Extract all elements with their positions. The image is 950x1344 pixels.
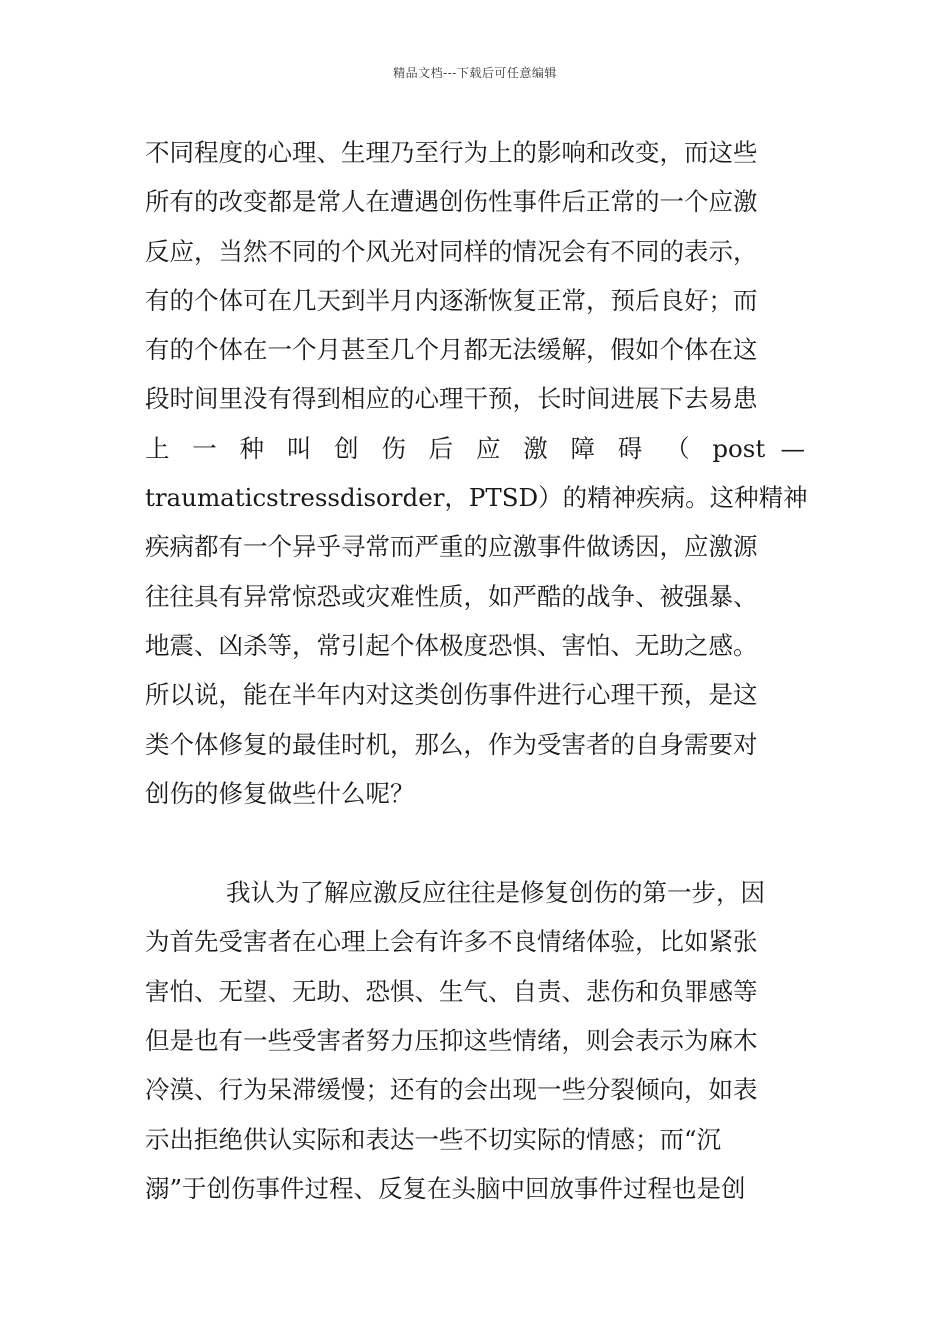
text-line: 示出拒绝供认实际和表达一些不切实际的情感；而“沉	[145, 1124, 722, 1154]
text-line: 类个体修复的最佳时机，那么，作为受害者的自身需要对	[145, 729, 758, 759]
text-line: 为首先受害者在心理上会有许多不良情绪体验，比如紧张	[145, 927, 758, 957]
text-line: 冷漠、行为呆滞缓慢；还有的会出现一些分裂倾向，如表	[145, 1075, 758, 1105]
document-body	[145, 128, 808, 1213]
paragraph-spacer	[145, 818, 805, 868]
paragraph-2	[145, 868, 805, 1213]
text-line: 反应，当然不同的个风光对同样的情况会有不同的表示，	[145, 236, 758, 266]
text-line: 往往具有异常惊恐或灾难性质，如严酷的战争、被强暴、	[145, 581, 758, 611]
text-line: traumaticstressdisorder，PTSD）的精神疾病。这种精神	[145, 483, 808, 513]
text-line: 上 一 种 叫 创 伤 后 应 激 障 碍 （ post —	[145, 433, 805, 463]
text-line: 所有的改变都是常人在遭遇创伤性事件后正常的一个应激	[145, 187, 758, 217]
text-line: 有的个体可在几天到半月内逐渐恢复正常，预后良好；而	[145, 285, 758, 315]
text-line: 不同程度的心理、生理乃至行为上的影响和改变，而这些	[145, 138, 758, 167]
text-line: 有的个体在一个月甚至几个月都无法缓解，假如个体在这	[145, 335, 758, 365]
text-line: 段时间里没有得到相应的心理干预，长时间进展下去易患	[145, 384, 758, 414]
text-line: 但是也有一些受害者努力压抑这些情绪，则会表示为麻木	[145, 1026, 758, 1056]
text-line: 溺”于创伤事件过程、反复在头脑中回放事件过程也是创	[145, 1173, 746, 1203]
text-line: 所以说，能在半年内对这类创伤事件进行心理干预，是这	[145, 680, 758, 710]
page-header: 精品文档---下载后可任意编辑	[393, 66, 557, 80]
paragraph-1	[145, 128, 808, 818]
text-line: 创伤的修复做些什么呢？	[145, 778, 415, 808]
text-line: 地震、凶杀等，常引起个体极度恐惧、害怕、无助之感。	[145, 630, 758, 660]
text-line: 我认为了解应激反应往往是修复创伤的第一步，因	[226, 878, 765, 908]
text-line: 疾病都有一个异乎寻常而严重的应激事件做诱因，应激源	[145, 532, 758, 562]
text-line: 害怕、无望、无助、恐惧、生气、自责、悲伤和负罪感等	[145, 976, 758, 1006]
